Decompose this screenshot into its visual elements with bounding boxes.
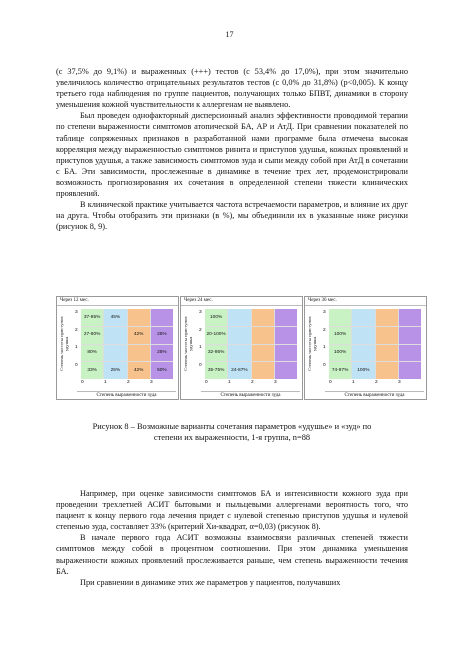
y-tick-label: 0: [199, 362, 202, 368]
y-tick-label: 2: [323, 327, 326, 333]
grid-cell: 27-80%: [81, 327, 103, 344]
paragraph: При сравнении в динамике этих же параметров у пациентов, получавших: [80, 577, 341, 587]
x-tick-label: 1: [352, 380, 355, 385]
x-axis-label: Степень выраженности зуда: [77, 391, 176, 398]
figure-caption: [56, 421, 408, 443]
grid-cell: 42%: [128, 362, 150, 379]
grid-cell: [399, 345, 421, 362]
figure-36-months: [304, 296, 427, 400]
grid-cell: [399, 327, 421, 344]
x-tick-label: 2: [375, 380, 378, 385]
grid-cell: [352, 309, 374, 326]
y-tick-label: 3: [75, 310, 78, 315]
grid-cell: [376, 309, 398, 326]
y-axis-label: Степень частоты приступов удушья: [307, 316, 317, 372]
grid-cell: [352, 345, 374, 362]
grid-cell: 24-87%: [228, 362, 250, 379]
divider: [181, 305, 302, 306]
grid-cell: 100%: [205, 309, 227, 326]
y-tick-label: 0: [323, 362, 326, 368]
grid-cell: [275, 309, 297, 326]
y-tick-label: 3: [199, 310, 202, 315]
grid-cell: [376, 362, 398, 379]
grid-cell: [399, 309, 421, 326]
caption-line: Рисунок 8 – Возможные варианты сочетания параметров «удушье» и «зуд» по: [92, 422, 372, 431]
x-tick-label: 3: [398, 380, 401, 385]
text-block-bottom: [56, 488, 408, 588]
x-tick-label: 0: [81, 380, 84, 385]
divider: [57, 305, 178, 306]
figure-title: Через 24 мес.: [184, 298, 213, 303]
x-tick-label: 0: [205, 380, 208, 385]
paragraph: (с 37,5% до 9,1%) и выраженных (+++) тестов (с 53,4% до 17,0%), при этом значительно увеличилось количество отрицательных результатов тестов (с 0,0% до 31,8%) (p<0,005). К концу третьего года наблюдения по группе пациентов, получающих только БПВТ, динамики в сторону уменьшения кожной чувствительности к аллергенам не выявлено.: [56, 67, 408, 110]
grid-cell: 35-75%: [205, 362, 227, 379]
grid-cell: 100%: [352, 362, 374, 379]
text-block-top: [56, 66, 408, 232]
y-tick-label: 2: [75, 327, 78, 333]
grid-cell: [252, 362, 274, 379]
grid-cell: [151, 309, 173, 326]
contingency-grid: [329, 309, 421, 379]
grid-cell: [252, 345, 274, 362]
page-number: 17: [225, 30, 234, 39]
contingency-grid: [205, 309, 297, 379]
grid-cell: 100%: [329, 327, 351, 344]
figure-title: Через 12 мес.: [60, 298, 89, 303]
y-axis-label: Степень частоты приступов удушья: [183, 316, 193, 372]
x-tick-label: 3: [274, 380, 277, 385]
grid-cell: 32-95%: [205, 345, 227, 362]
paragraph: Был проведен однофакторный дисперсионный анализ эффективности проводимой терапии по степени выраженности симптомов атопической БА, АР и АтД. При сравнении показателей по таблице сопряженных признаков в разработанной нами программе была отмечена высокая корреляция между выраженностью симптомов ринита и приступов удушья, кожных проявлений и приступов удушья, а также зависимость симптомов зуда и сыпи между собой при АтД в сочетании с БА. Эти зависимости, прослеженные в динамике в течение трех лет, продемонстрировали возможность прогнозирования их сочетания в определенной степени тяжести клинических проявлений.: [56, 111, 408, 199]
grid-cell: [352, 327, 374, 344]
grid-cell: 33%: [81, 362, 103, 379]
x-tick-label: 1: [104, 380, 107, 385]
y-tick-label: 0: [75, 362, 78, 368]
contingency-grid: [81, 309, 173, 379]
x-tick-label: 2: [127, 380, 130, 385]
grid-cell: 37-85%: [81, 309, 103, 326]
figure-12-months: [56, 296, 179, 400]
grid-cell: [376, 327, 398, 344]
grid-cell: [329, 309, 351, 326]
grid-cell: [252, 327, 274, 344]
y-tick-label: 2: [199, 327, 202, 333]
x-tick-label: 0: [329, 380, 332, 385]
grid-cell: 74-97%: [329, 362, 351, 379]
paragraph: В начале первого года АСИТ возможны взаимосвязи различных степеней тяжести симптомов между собой в процентном соотношении. При этом динамика уменьшения выраженности кожных проявлений прослеживается раньше, чем степень выраженности течения БА.: [56, 533, 408, 576]
grid-cell: 20-100%: [205, 327, 227, 344]
x-axis-label: Степень выраженности зуда: [201, 391, 300, 398]
x-tick-label: 3: [150, 380, 153, 385]
divider: [305, 305, 426, 306]
grid-cell: [252, 309, 274, 326]
grid-cell: [128, 345, 150, 362]
grid-cell: [228, 309, 250, 326]
x-axis-label: Степень выраженности зуда: [325, 391, 424, 398]
grid-cell: 25%: [104, 362, 126, 379]
grid-cell: [399, 362, 421, 379]
grid-cell: [228, 327, 250, 344]
paragraph: Например, при оценке зависимости симптомов БА и интенсивности кожного зуда при проведении трехлетней АСИТ бытовыми и пыльцевыми аллергенами вероятность того, что пациент к концу первого года лечения придет с нулевой степенью приступов удушья и нулевой степенью зуда, составляет 33% (критерий Хи-квадрат, α=0,03) (рисунок 8).: [56, 489, 408, 532]
y-tick-label: 1: [323, 345, 326, 350]
caption-line: степени их выраженности, 1-я группа, n=88: [153, 433, 311, 442]
grid-cell: [104, 345, 126, 362]
y-tick-label: 1: [199, 345, 202, 350]
grid-cell: [376, 345, 398, 362]
figure-title: Через 36 мес.: [308, 298, 337, 303]
grid-cell: [275, 327, 297, 344]
grid-cell: [228, 345, 250, 362]
x-tick-label: 1: [228, 380, 231, 385]
y-tick-label: 1: [75, 345, 78, 350]
grid-cell: 45%: [104, 309, 126, 326]
grid-cell: [275, 345, 297, 362]
x-tick-label: 2: [251, 380, 254, 385]
y-axis-label: Степень частоты приступов удушья: [59, 316, 69, 372]
paragraph: В клинической практике учитывается частота встречаемости параметров, и влияние их друг на друга. Чтобы отобразить эти признаки (в %), мы объединили их в указанные ниже рисунки (рисунок 8, 9).: [56, 200, 408, 232]
grid-cell: [104, 327, 126, 344]
grid-cell: 100%: [329, 345, 351, 362]
grid-cell: [128, 309, 150, 326]
grid-cell: 25%: [151, 345, 173, 362]
grid-cell: 80%: [81, 345, 103, 362]
figure-24-months: [180, 296, 303, 400]
grid-cell: 50%: [151, 362, 173, 379]
y-tick-label: 3: [323, 310, 326, 315]
grid-cell: [275, 362, 297, 379]
grid-cell: 25%: [151, 327, 173, 344]
grid-cell: 42%: [128, 327, 150, 344]
